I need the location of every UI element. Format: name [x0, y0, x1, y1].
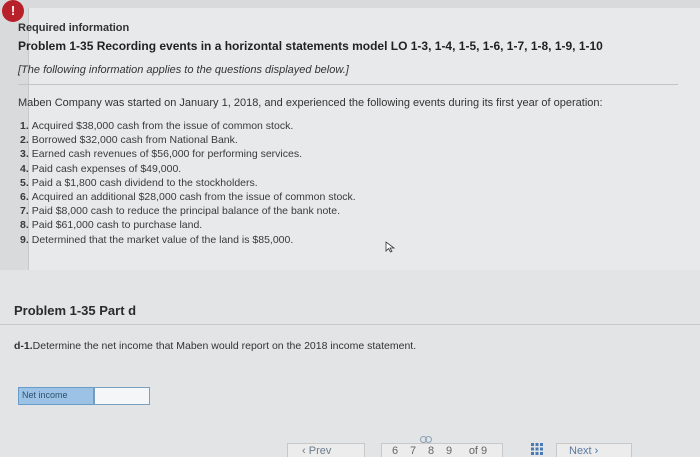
question-text: d-1.Determine the net income that Maben would report on the 2018 income statement. — [14, 340, 417, 352]
page-link[interactable]: 8 — [427, 445, 435, 457]
answer-row — [18, 387, 150, 405]
page-link[interactable]: 6 — [391, 445, 399, 457]
list-item: 8. Paid $61,000 cash to purchase land. — [20, 219, 203, 232]
list-item: 4. Paid cash expenses of $49,000. — [20, 162, 182, 175]
information-note: [The following information applies to the questions displayed below.] — [18, 64, 349, 76]
prev-button[interactable]: ‹ Prev — [287, 443, 365, 457]
list-item: 9. Determined that the market value of the land is $85,000. — [20, 233, 294, 246]
next-button[interactable]: Next › — [556, 443, 632, 457]
list-item: 2. Borrowed $32,000 cash from National Bank. — [20, 134, 238, 147]
part-section — [0, 270, 700, 457]
alert-badge: ! — [2, 0, 24, 22]
list-item: 1. Acquired $38,000 cash from the issue of common stock. — [20, 120, 294, 132]
events-list — [20, 119, 356, 247]
list-item: 3. Earned cash revenues of $56,000 for performing services. — [20, 148, 302, 161]
company-intro: Maben Company was started on January 1, 2018, and experienced the following events during its first year of operation: — [18, 97, 603, 109]
page-numbers — [381, 443, 503, 457]
net-income-label: Net income — [18, 387, 94, 405]
chevron-left-icon: ‹ — [302, 445, 309, 457]
page-link[interactable]: 9 — [445, 445, 453, 457]
pagination-bar — [0, 437, 700, 457]
divider — [0, 324, 700, 325]
page-link[interactable]: 7 — [409, 445, 417, 457]
net-income-input[interactable] — [94, 387, 150, 405]
list-item: 7. Paid $8,000 cash to reduce the principal balance of the bank note. — [20, 205, 340, 218]
page-total: of 9 — [468, 445, 488, 457]
part-header: Problem 1-35 Part d — [14, 303, 137, 318]
grid-icon[interactable] — [531, 443, 543, 455]
chevron-right-icon: › — [591, 445, 599, 457]
problem-title: Problem 1-35 Recording events in a horizontal statements model LO 1-3, 1-4, 1-5, 1-6, 1-7, 1-8, 1-9, 1-10 — [18, 39, 603, 53]
divider — [18, 84, 678, 85]
required-information-title: Required information — [18, 22, 130, 34]
link-icon[interactable] — [420, 436, 432, 443]
list-item: 6. Acquired an additional $28,000 cash from the issue of common stock. — [20, 191, 356, 204]
mouse-cursor-icon — [385, 241, 397, 253]
list-item: 5. Paid a $1,800 cash dividend to the stockholders. — [20, 176, 258, 189]
